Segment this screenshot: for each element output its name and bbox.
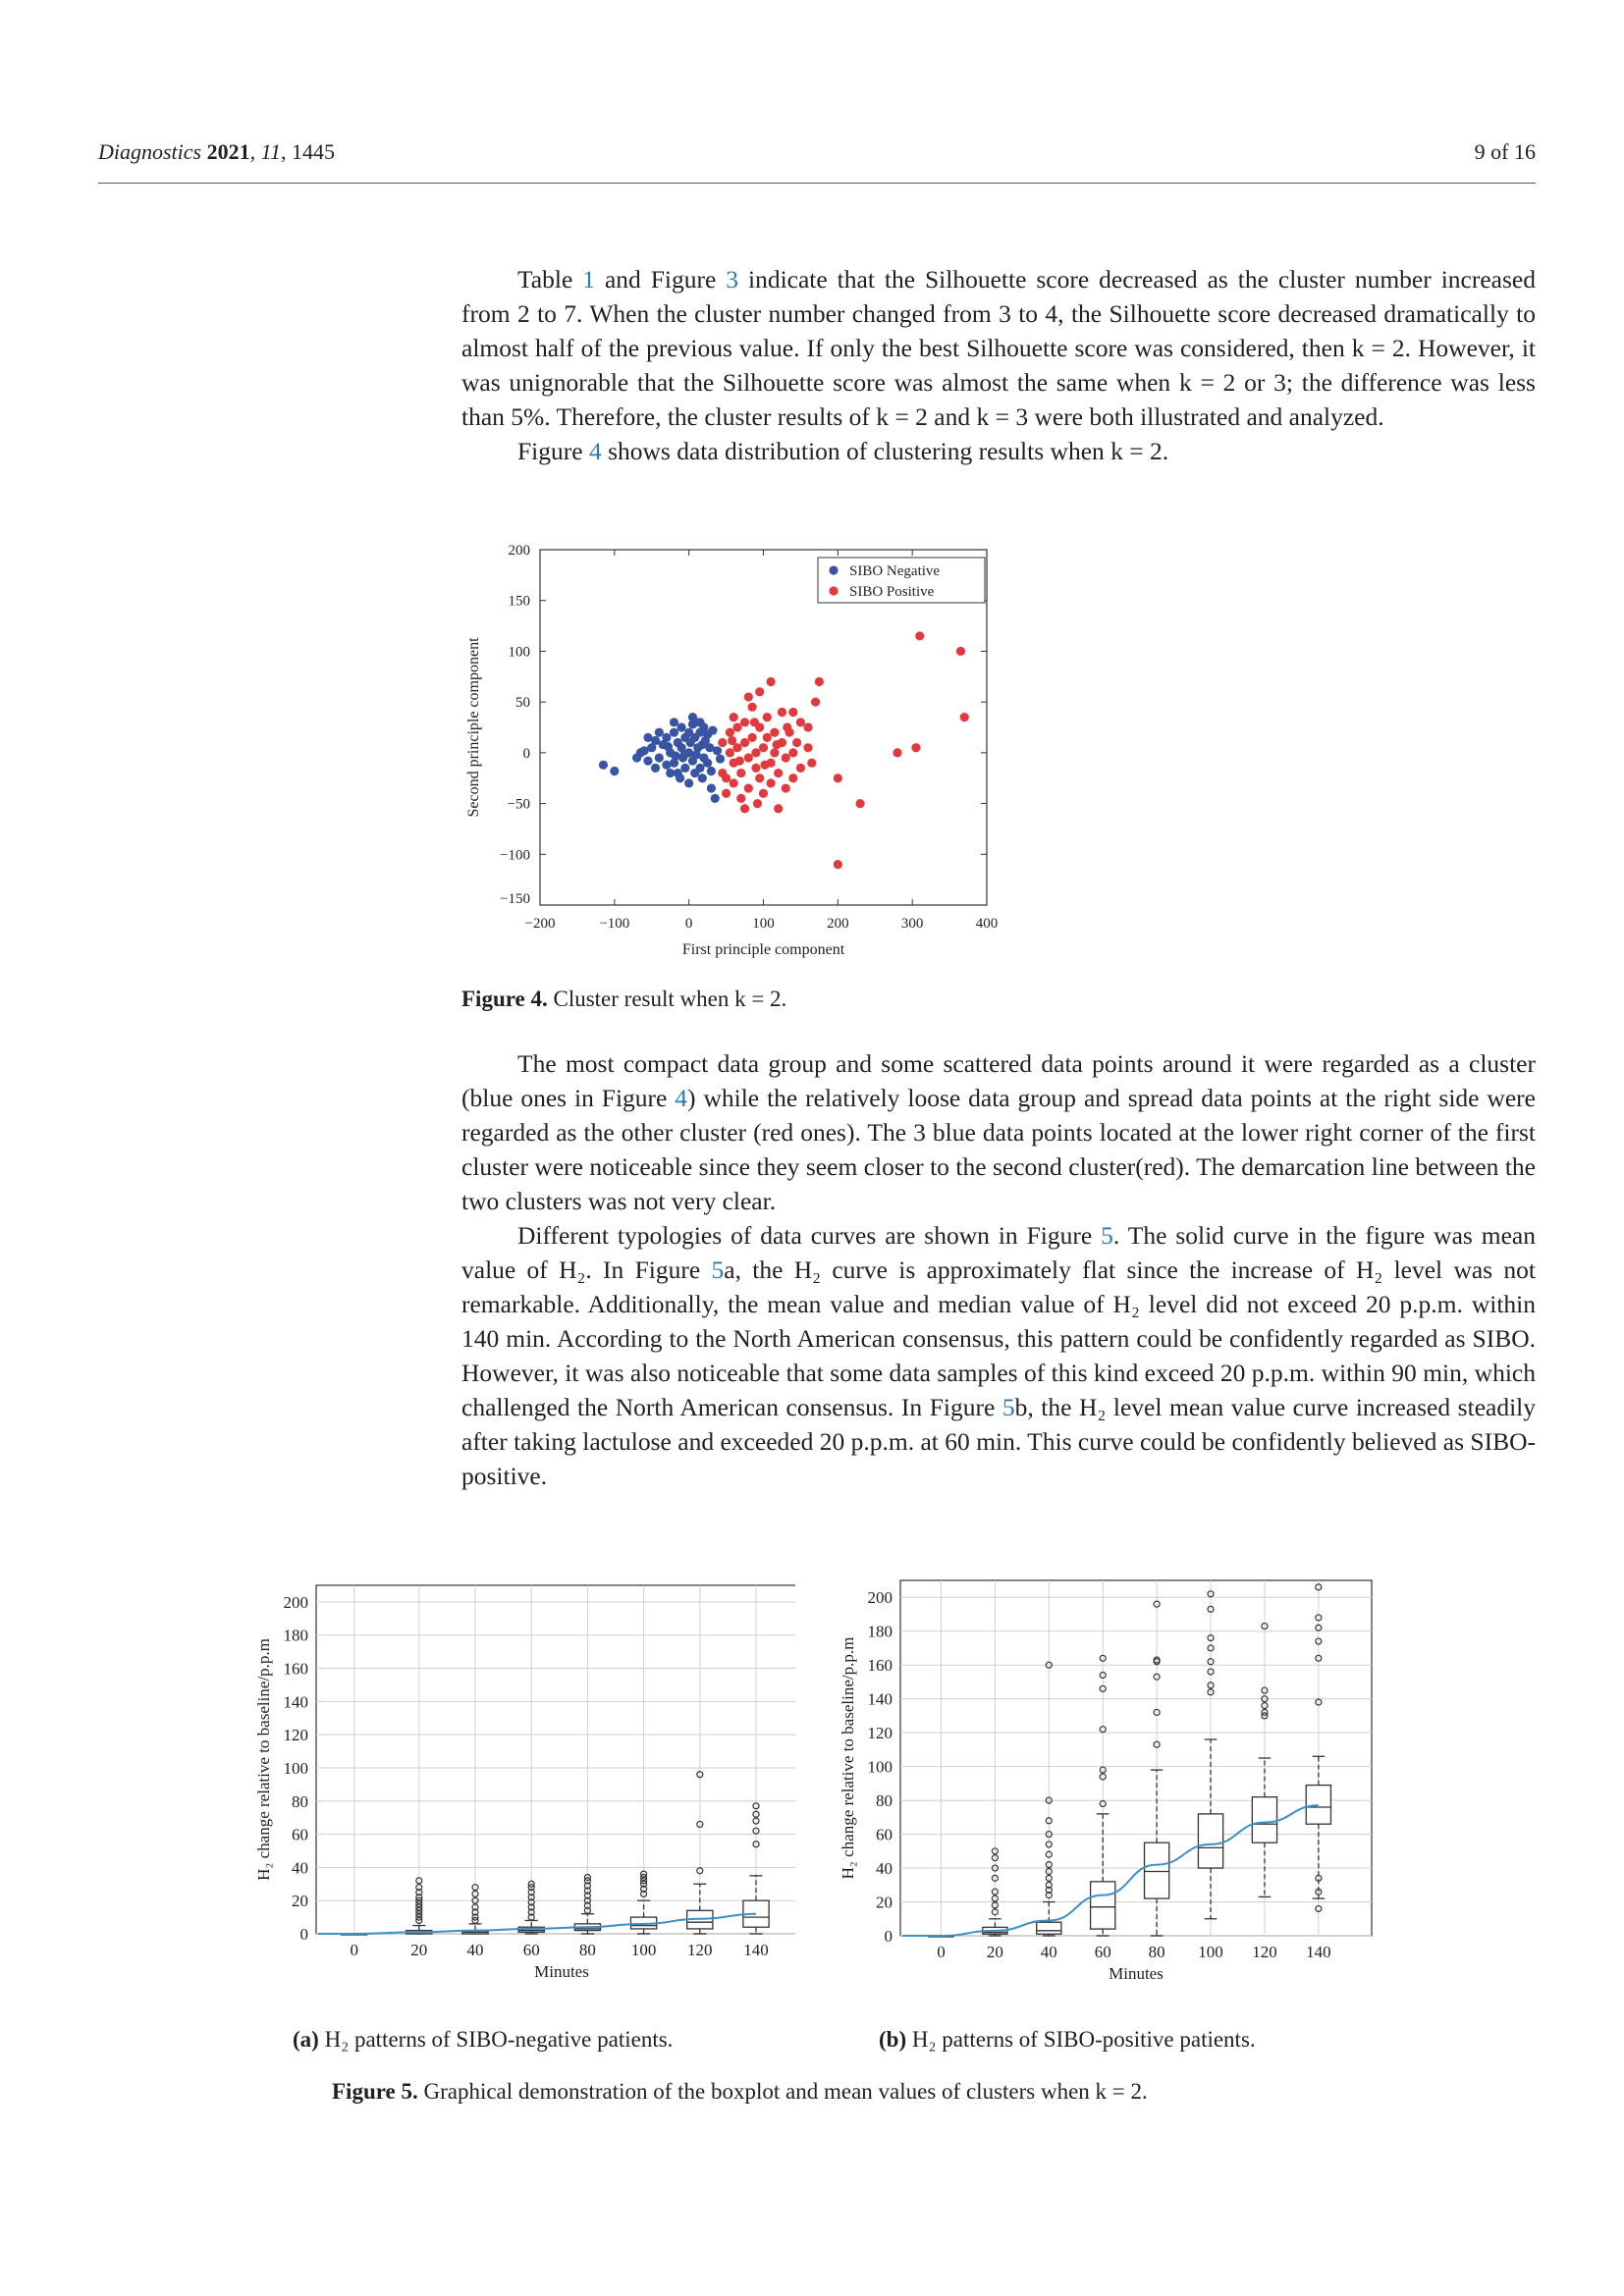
legend-marker	[829, 565, 838, 574]
y-tick-label: 120	[283, 1726, 308, 1745]
header-rule	[98, 183, 1536, 184]
positive-point	[722, 789, 731, 798]
y-tick-label: 200	[283, 1592, 308, 1612]
negative-point	[695, 718, 704, 726]
negative-point	[662, 733, 671, 742]
positive-point	[751, 764, 760, 773]
y-tick-label: 200	[867, 1588, 893, 1608]
y-tick-label: 160	[867, 1656, 893, 1676]
positive-point	[766, 677, 775, 686]
x-axis-label: Minutes	[1109, 1964, 1164, 1983]
positive-point	[763, 713, 772, 721]
positive-point	[788, 774, 797, 782]
negative-point	[610, 767, 619, 775]
figure-ref[interactable]: 5	[1101, 1221, 1113, 1250]
positive-point	[730, 713, 738, 721]
x-tick-label: −100	[599, 916, 630, 932]
negative-point	[713, 746, 722, 755]
x-tick-label: 0	[937, 1943, 946, 1961]
figure-ref[interactable]: 3	[726, 265, 739, 294]
y-axis-label: H₂ change relative to baseline/p.p.m	[839, 1636, 857, 1880]
y-tick-label: 150	[508, 593, 530, 610]
y-tick-label: 60	[876, 1825, 893, 1844]
page-number: 9 of 16	[1474, 139, 1536, 164]
plot-area	[316, 1585, 795, 1934]
positive-point	[956, 647, 965, 656]
figure-ref[interactable]: 5	[1001, 1393, 1015, 1421]
negative-point	[671, 751, 679, 760]
positive-point	[718, 738, 727, 747]
y-tick-label: 50	[515, 695, 530, 712]
negative-point	[651, 764, 660, 773]
negative-point	[698, 774, 707, 782]
negative-point	[599, 761, 608, 770]
y-tick-label: 140	[867, 1689, 893, 1709]
positive-point	[740, 718, 749, 726]
positive-point	[759, 743, 768, 752]
positive-point	[960, 713, 969, 721]
table-ref[interactable]: 1	[582, 265, 595, 294]
positive-point	[815, 677, 824, 686]
y-axis-label: Second principle component	[465, 637, 482, 818]
negative-point	[711, 794, 720, 803]
y-tick-label: 40	[876, 1859, 893, 1879]
legend-label: SIBO Positive	[849, 584, 935, 600]
negative-point	[664, 742, 673, 751]
negative-point	[670, 718, 678, 726]
figure-5b-boxplot	[830, 1571, 1389, 1998]
y-tick-label: −150	[500, 891, 530, 907]
box	[1198, 1814, 1222, 1868]
positive-point	[911, 743, 920, 752]
positive-point	[726, 728, 734, 737]
x-tick-label: 400	[975, 916, 999, 932]
y-tick-label: 20	[292, 1892, 308, 1911]
positive-point	[811, 698, 820, 707]
positive-point	[796, 718, 805, 726]
positive-point	[807, 759, 816, 768]
x-tick-label: 140	[1306, 1943, 1331, 1961]
positive-point	[740, 738, 749, 747]
paragraph-4: Different typologies of data curves are shown in Figure 5. The solid curve in the figure was mean value of H₂. In Figure 5a, the H₂ curve is approximately flat since the increase of H₂ level was not remarkable. Additionally, the mean value and median value of H₂ level did not exceed 20 p.p.m. within 140 min. According to the North American consensus, this pattern could be confidently regarded as SIBO. However, it was also noticeable that some data samples of this kind exceed 20 p.p.m. within 90 min, which challenged the North American consensus. In Figure 5b, the H₂ level mean value curve increased steadily after taking lactulose and exceeded 20 p.p.m. at 60 min. This curve could be confidently believed as SIBO-positive.	[461, 1221, 1536, 1490]
figure-4-scatter	[457, 538, 1026, 975]
y-tick-label: 160	[283, 1659, 308, 1679]
positive-point	[753, 799, 762, 808]
y-tick-label: 100	[283, 1758, 308, 1778]
x-tick-label: 60	[522, 1941, 540, 1959]
positive-point	[803, 743, 812, 752]
positive-point	[740, 804, 749, 813]
y-tick-label: 40	[292, 1858, 308, 1878]
negative-point	[655, 753, 664, 762]
negative-point	[636, 748, 645, 757]
negative-point	[676, 774, 684, 782]
negative-point	[680, 764, 689, 773]
x-tick-label: 140	[743, 1941, 769, 1959]
x-tick-label: 120	[687, 1941, 713, 1959]
x-tick-label: 100	[630, 1941, 657, 1959]
legend-marker	[829, 586, 838, 595]
positive-point	[834, 860, 842, 869]
y-tick-label: 80	[876, 1791, 893, 1811]
y-tick-label: 80	[292, 1791, 308, 1811]
y-tick-label: 0	[299, 1925, 308, 1944]
positive-point	[722, 774, 731, 782]
x-tick-label: 80	[578, 1941, 596, 1959]
positive-point	[744, 692, 753, 701]
negative-point	[643, 757, 652, 766]
body-text-top	[461, 262, 1536, 468]
positive-point	[783, 722, 791, 731]
figure-ref[interactable]: 5	[711, 1255, 725, 1284]
negative-point	[707, 783, 716, 792]
figure-ref[interactable]: 4	[588, 437, 602, 465]
x-tick-label: 40	[466, 1941, 484, 1959]
positive-point	[774, 804, 783, 813]
y-tick-label: 0	[522, 745, 530, 762]
x-axis-label: First principle component	[681, 941, 845, 958]
box	[1091, 1882, 1115, 1929]
positive-point	[759, 789, 768, 798]
negative-point	[655, 728, 664, 737]
positive-point	[751, 748, 760, 757]
positive-point	[755, 687, 764, 696]
positive-point	[750, 718, 759, 726]
x-tick-label: −200	[524, 916, 556, 932]
paragraph-1: Table 1 and Figure 3 indicate that the Silhouette score decreased as the cluster number increased from 2 to 7. When the cluster number changed from 3 to 4, the Silhouette score decreased dramatically to almost half of the previous value. If only the best Silhouette score was considered, then k = 2. However, it was unignorable that the Silhouette score was almost the same when k = 2 or 3; the difference was less than 5%. Therefore, the cluster results of k = 2 and k = 3 were both illustrated and analyzed.	[461, 265, 1536, 431]
y-tick-label: −100	[500, 847, 530, 864]
positive-point	[834, 774, 842, 782]
y-tick-label: 140	[283, 1692, 308, 1712]
x-tick-label: 100	[1198, 1943, 1223, 1961]
negative-point	[707, 767, 716, 775]
positive-point	[770, 728, 779, 737]
x-tick-label: 80	[1148, 1943, 1165, 1961]
negative-point	[716, 754, 725, 763]
y-tick-label: 20	[876, 1893, 893, 1912]
positive-point	[760, 761, 769, 770]
positive-point	[744, 753, 753, 762]
positive-point	[770, 748, 779, 757]
x-axis-label: Minutes	[534, 1962, 589, 1981]
negative-point	[690, 769, 699, 777]
negative-point	[708, 726, 717, 735]
y-tick-label: 100	[867, 1757, 893, 1777]
positive-point	[763, 733, 772, 742]
negative-point	[688, 713, 697, 721]
positive-point	[736, 794, 745, 803]
legend-label: SIBO Negative	[849, 563, 941, 579]
negative-point	[670, 728, 678, 737]
y-tick-label: 180	[283, 1626, 308, 1645]
y-axis-label: H₂ change relative to baseline/p.p.m	[254, 1638, 273, 1881]
x-tick-label: 60	[1094, 1943, 1111, 1961]
positive-point	[735, 757, 744, 766]
negative-point	[684, 778, 693, 787]
positive-point	[744, 783, 753, 792]
box	[1145, 1842, 1169, 1898]
x-tick-label: 120	[1252, 1943, 1277, 1961]
y-tick-label: −50	[507, 796, 530, 813]
negative-point	[666, 769, 675, 777]
figure-5b-caption: (b) H₂ patterns of SIBO-positive patients.	[879, 2027, 1256, 2052]
positive-point	[774, 769, 783, 777]
positive-point	[796, 764, 805, 773]
y-tick-label: 200	[508, 543, 530, 559]
x-tick-label: 0	[684, 916, 693, 932]
body-text-middle	[461, 1046, 1536, 1493]
figure-5a-caption: (a) H₂ patterns of SIBO-negative patients.	[293, 2027, 674, 2052]
y-tick-label: 180	[867, 1622, 893, 1641]
box	[1252, 1797, 1276, 1843]
positive-point	[915, 631, 924, 640]
positive-point	[766, 778, 775, 787]
page-header	[98, 139, 1536, 179]
positive-point	[803, 722, 812, 731]
x-tick-label: 20	[986, 1943, 1003, 1961]
x-tick-label: 300	[900, 916, 924, 932]
positive-point	[755, 774, 764, 782]
positive-point	[736, 769, 745, 777]
y-tick-label: 100	[508, 644, 530, 661]
positive-point	[788, 708, 797, 717]
figure-4-caption: Figure 4. Cluster result when k = 2.	[461, 987, 787, 1011]
positive-point	[855, 799, 864, 808]
positive-point	[792, 738, 801, 747]
x-tick-label: 100	[752, 916, 775, 932]
positive-point	[726, 748, 734, 757]
box	[1037, 1922, 1061, 1934]
negative-point	[680, 750, 689, 759]
plot-area	[900, 1580, 1372, 1936]
negative-point	[703, 759, 712, 768]
positive-point	[728, 736, 736, 745]
journal-citation: Diagnostics 2021, 11, 1445	[98, 139, 335, 164]
y-tick-label: 120	[867, 1724, 893, 1743]
x-tick-label: 200	[827, 916, 849, 932]
positive-point	[782, 753, 790, 762]
positive-point	[788, 748, 797, 757]
paragraph-3: The most compact data group and some scattered data points around it were regarded as a cluster (blue ones in Figure 4) while the relatively loose data group and spread data points at the right side were regarded as the other cluster (red ones). The 3 blue data points located at the lower right corner of the first cluster were noticeable since they seem closer to the second cluster(red). The demarcation line between the two clusters was not very clear.	[461, 1049, 1536, 1215]
y-tick-label: 60	[292, 1825, 308, 1844]
negative-point	[677, 722, 685, 731]
figure-5-caption: Figure 5. Graphical demonstration of the boxplot and mean values of clusters when k = 2.	[332, 2079, 1148, 2104]
figure-5a-boxplot	[245, 1575, 795, 1998]
positive-point	[748, 733, 757, 742]
positive-point	[773, 740, 782, 749]
positive-point	[893, 748, 901, 757]
x-tick-label: 40	[1040, 1943, 1057, 1961]
positive-point	[782, 783, 790, 792]
x-tick-label: 20	[410, 1941, 428, 1959]
y-tick-label: 0	[884, 1927, 893, 1946]
paragraph-2: Figure 4 shows data distribution of clustering results when k = 2.	[517, 437, 1169, 465]
figure-ref[interactable]: 4	[675, 1084, 688, 1112]
positive-point	[748, 703, 757, 712]
positive-point	[732, 722, 741, 731]
x-tick-label: 0	[350, 1941, 359, 1959]
positive-point	[778, 708, 786, 717]
positive-point	[730, 778, 738, 787]
negative-point	[643, 733, 652, 742]
